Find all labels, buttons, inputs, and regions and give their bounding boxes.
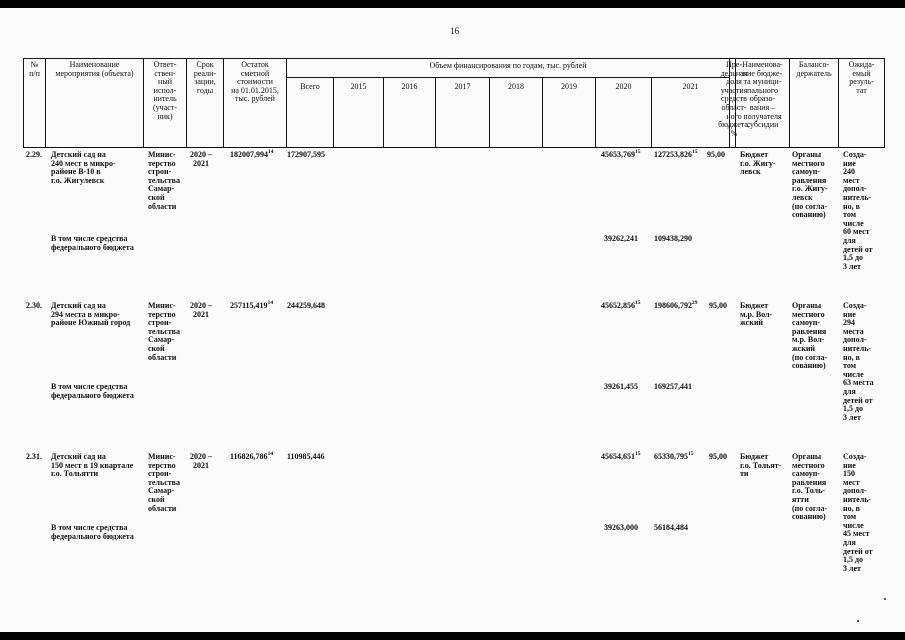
row-federal-2021: 109438,290 (654, 234, 692, 243)
row-federal-label: В том числе средства федерального бюджета (51, 523, 134, 541)
row-result: Созда- ние 150 мест допол- нитель- но, в том числе 45 мест для детей от 1,5 до 3 лет (843, 452, 873, 573)
row-term: 2020 – 2021 (190, 452, 212, 470)
row-term: 2020 – 2021 (190, 150, 212, 168)
row-result: Созда- ние 294 места допол- нитель- но, в том числе 63 места для детей от 1,5 до 3 лет (843, 301, 874, 422)
header-funding: Объем финансирования по годам, тыс. рублей (429, 61, 587, 70)
table-header (23, 58, 885, 148)
row-holder: Органы местного самоуп- равления г.о. Жигу- левск (по согла- сованию) (792, 150, 828, 220)
row-federal-2020: 39261,455 (604, 382, 638, 391)
header-total: Всего (300, 82, 320, 91)
row-2021: 127253,826$^{15}$ (654, 149, 698, 159)
header-year-2015: 2015 (350, 82, 367, 91)
row-number: 2.31. (26, 452, 42, 461)
row-name: Детский сад на 240 мест в микро- районе В-10 в г.о. Жигулевск (51, 150, 116, 185)
document-page (0, 8, 905, 632)
scan-speck (857, 620, 859, 622)
header-budget-name: Наименова- ние бюдже- та муници- пального образо- вания – получателя субсидии (742, 60, 783, 130)
row-federal-2020: 39263,000 (604, 523, 638, 532)
scan-speck (884, 598, 886, 600)
row-remainder: 257115,419$^{14}$ (230, 300, 274, 310)
row-total: 172907,595 (287, 150, 325, 159)
row-budget: Бюджет г.о. Тольят- ти (740, 452, 782, 479)
header-responsible: Ответ- ствен- ный испол- нитель (участ- ник) (153, 60, 177, 121)
row-holder: Органы местного самоуп- равления г.о. Толь- ятти (по согла- сованию) (792, 452, 828, 522)
header-result: Ожида- емый резуль- тат (848, 60, 875, 95)
row-remainder: 116826,786$^{14}$ (230, 451, 274, 461)
header-year-2018: 2018 (508, 82, 524, 91)
row-federal-label: В том числе средства федерального бюджета (51, 382, 134, 400)
row-share: 95,00 (709, 452, 727, 461)
header-remainder: Остаток сметной стоимости на 01.01.2015, тыс. рублей (231, 60, 279, 104)
row-responsible: Минис- терство строи- тельства Самар- ской области (148, 301, 180, 362)
row-federal-label: В том числе средства федерального бюджета (51, 234, 134, 252)
header-holder: Балансо- держатель (796, 60, 832, 78)
row-2021: 198606,792$^{29}$ (654, 300, 698, 310)
header-year-2021: 2021 (682, 82, 699, 91)
row-share: 95,00 (709, 301, 727, 310)
row-name: Детский сад на 150 мест в 19 квартале г.о. Тольятти (51, 452, 134, 479)
header-year-2016: 2016 (401, 82, 418, 91)
row-holder: Органы местного самоуп- равления м.р. Вол- жский (по согла- сованию) (792, 301, 828, 371)
row-responsible: Минис- терство строи- тельства Самар- ской области (148, 452, 180, 513)
header-year-2019: 2019 (561, 82, 577, 91)
row-2020: 45653,769$^{15}$ (601, 149, 641, 159)
header-name: Наименование мероприятия (объекта) (55, 60, 134, 78)
row-federal-2021: 169257,441 (654, 382, 692, 391)
row-budget: Бюджет г.о. Жигу- левск (740, 150, 776, 177)
header-year-2017: 2017 (454, 82, 471, 91)
row-total: 244259,648 (287, 301, 325, 310)
row-federal-2021: 56184,484 (654, 523, 688, 532)
row-2020: 45652,856$^{15}$ (601, 300, 641, 310)
row-term: 2020 – 2021 (190, 301, 212, 319)
row-share: 95,00 (707, 150, 725, 159)
header-no: № п/п (29, 60, 40, 78)
row-2021: 65330,795$^{15}$ (654, 451, 694, 461)
row-total: 110985,446 (287, 452, 325, 461)
row-number: 2.30. (26, 301, 42, 310)
row-name: Детский сад на 294 места в микро- районе Южный город (51, 301, 131, 328)
header-share: Пре- дельная доля участия средств област- ного бюджета, % (718, 60, 750, 138)
row-number: 2.29. (26, 150, 42, 159)
row-2020: 45654,651$^{15}$ (601, 451, 641, 461)
row-responsible: Минис- терство строи- тельства Самар- ской области (148, 150, 180, 211)
page-number: 16 (450, 26, 459, 36)
header-term: Срок реали- зации, годы (193, 60, 217, 95)
row-federal-2020: 39262,241 (604, 234, 638, 243)
row-budget: Бюджет м.р. Вол- жский (740, 301, 773, 328)
row-result: Созда- ние 240 мест допол- нитель- но, в том числе 60 мест для детей от 1,5 до 3 лет (843, 150, 873, 271)
header-year-2020: 2020 (615, 82, 632, 91)
row-remainder: 182007,994$^{14}$ (230, 149, 274, 159)
